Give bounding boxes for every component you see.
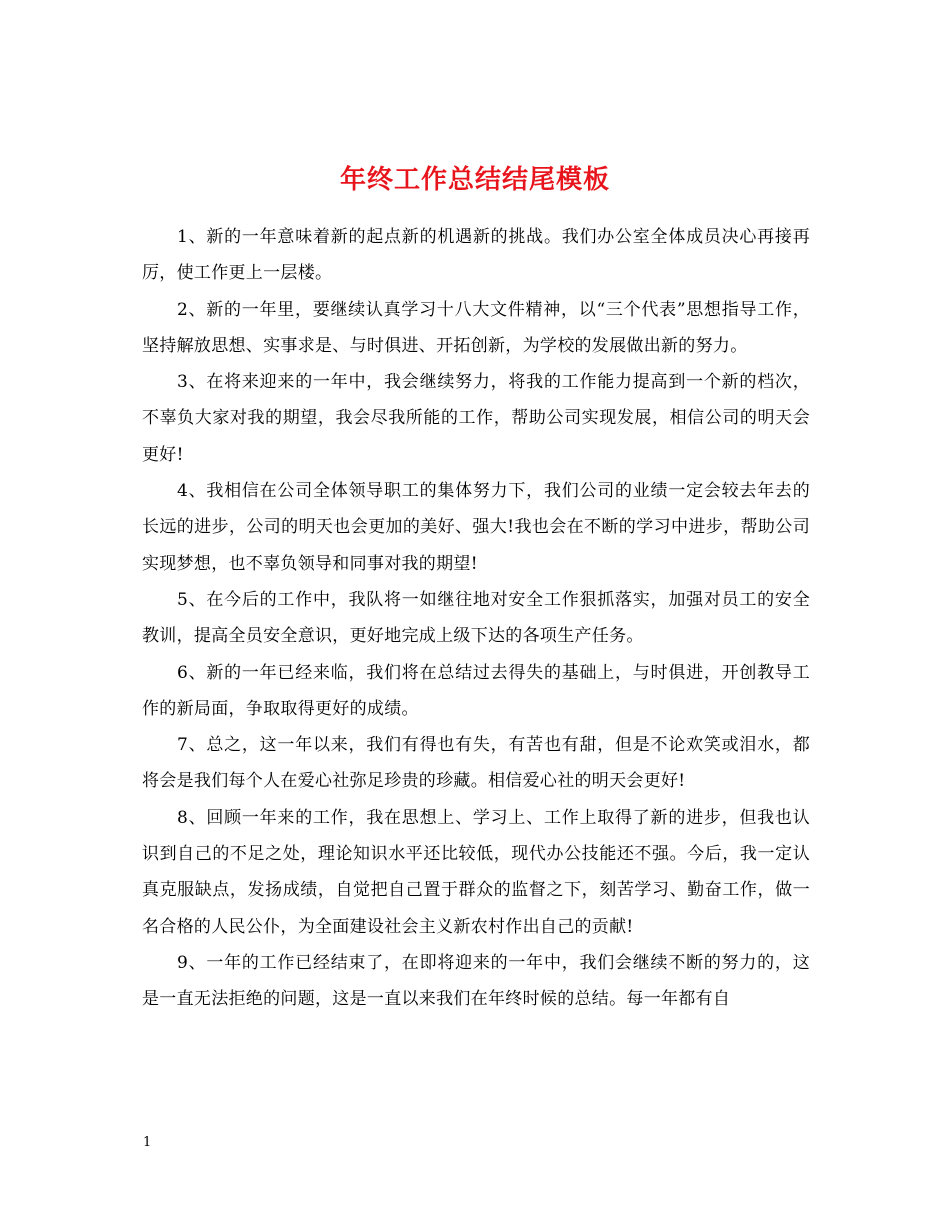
document-title: 年终工作总结结尾模板 [339,165,610,196]
paragraph-2: 2、新的一年里，要继续认真学习十八大文件精神，以“三个代表”思想指导工作，坚持解放思想、实事求是、与时俱进、开拓创新，为学校的发展做出新的努力。 [142,299,810,356]
paragraph-5: 5、在今后的工作中，我队将一如继往地对安全工作狠抓落实，加强对员工的安全教训，提高全员安全意识，更好地完成上级下达的各项生产任务。 [142,589,810,647]
paragraph-6: 6、新的一年已经来临，我们将在总结过去得失的基础上，与时俱进，开创教导工作的新局面，争取取得更好的成绩。 [142,662,810,719]
paragraph-1: 1、新的一年意味着新的起点新的机遇新的挑战。我们办公室全体成员决心再接再厉，使工作更上一层楼。 [142,227,810,284]
document-body [142,219,810,1018]
paragraph-4: 4、我相信在公司全体领导职工的集体努力下，我们公司的业绩一定会较去年去的长远的进步，公司的明天也会更加的美好、强大!我也会在不断的学习中进步，帮助公司实现梦想，也不辜负领导和同事对我的期望! [142,481,810,574]
paragraph-3: 3、在将来迎来的一年中，我会继续努力，将我的工作能力提高到一个新的档次，不辜负大家对我的期望，我会尽我所能的工作，帮助公司实现发展，相信公司的明天会更好! [142,372,810,465]
page-number: 1 [143,1135,152,1150]
paragraph-7: 7、总之，这一年以来，我们有得也有失，有苦也有甜，但是不论欢笑或泪水，都将会是我们每个人在爱心社弥足珍贵的珍藏。相信爱心社的明天会更好! [142,735,810,792]
paragraph-9: 9、一年的工作已经结束了，在即将迎来的一年中，我们会继续不断的努力的，这是一直无法拒绝的问题，这是一直以来我们在年终时候的总结。每一年都有自 [142,952,810,1010]
paragraph-8: 8、回顾一年来的工作，我在思想上、学习上、工作上取得了新的进步，但我也认识到自己的不足之处，理论知识水平还比较低，现代办公技能还不强。今后，我一定认真克服缺点，发扬成绩，自觉把自己置于群众的监督之下，刻苦学习、勤奋工作，做一名合格的人民公仆，为全面建设社会主义新农村作出自己的贡献! [142,807,810,937]
